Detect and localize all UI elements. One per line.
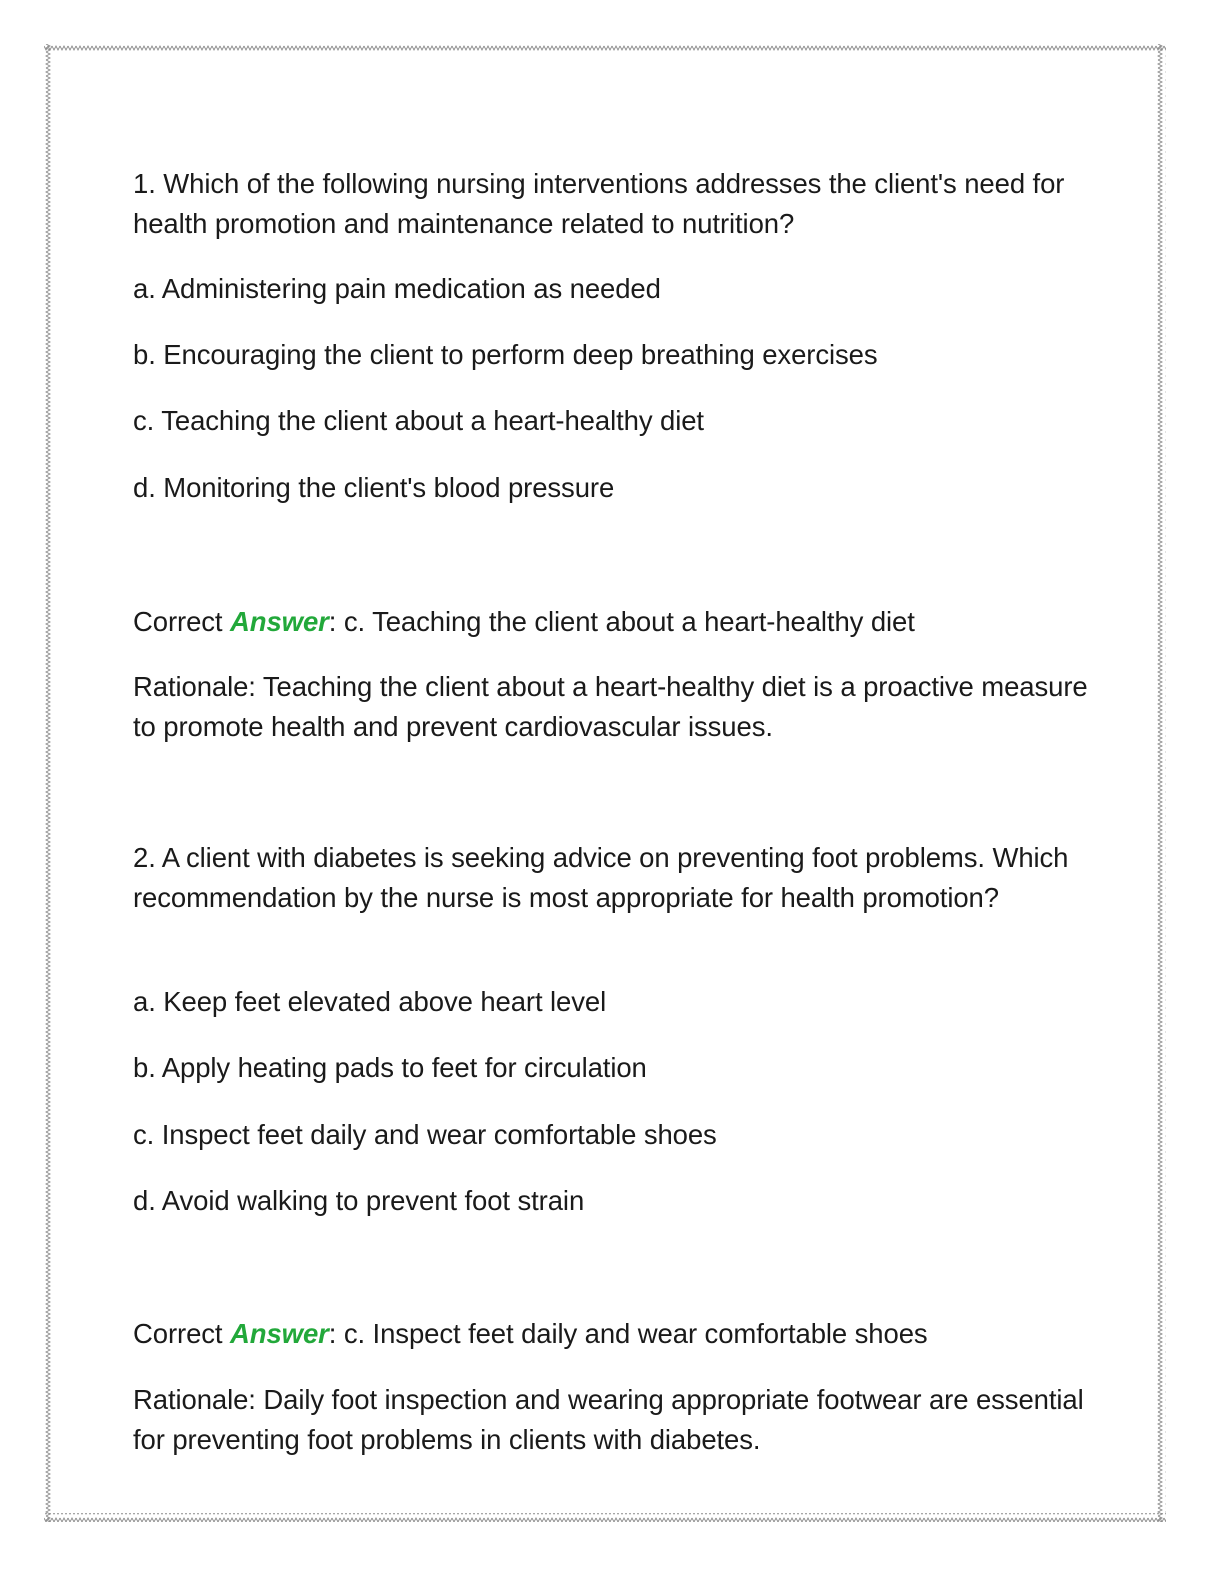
answer-label: Answer [230,606,329,637]
question-2-option-b: b. Apply heating pads to feet for circulation [133,1052,647,1083]
question-1-option-d: d. Monitoring the client's blood pressure [133,472,615,503]
question-2-option-c: c. Inspect feet daily and wear comfortable shoes [133,1119,717,1150]
answer-prefix: Correct [133,606,230,637]
answer-label: Answer [230,1318,329,1349]
answer-text: : c. Inspect feet daily and wear comfortable shoes [328,1318,928,1349]
decorative-page-border [44,44,1166,1522]
question-2-rationale: Rationale: Daily foot inspection and wearing appropriate footwear are essential for preventing foot problems in clients with diabetes. [133,1384,1084,1455]
question-2-text: 2. A client with diabetes is seeking advice on preventing foot problems. Which recommendation by the nurse is most appropriate for health promotion? [133,842,1069,913]
question-2-option-a: a. Keep feet elevated above heart level [133,986,607,1017]
question-1-option-b: b. Encouraging the client to perform deep breathing exercises [133,339,878,370]
question-1-rationale: Rationale: Teaching the client about a heart-healthy diet is a proactive measure to promote health and prevent cardiovascular issues. [133,671,1088,742]
question-2-correct-answer [133,1314,1093,1354]
question-1-option-a: a. Administering pain medication as needed [133,273,661,304]
answer-text: : c. Teaching the client about a heart-healthy diet [328,606,915,637]
question-1-text: 1. Which of the following nursing interventions addresses the client's need for health promotion and maintenance related to nutrition? [133,168,1065,239]
question-1-correct-answer [133,602,1093,642]
question-2-option-d: d. Avoid walking to prevent foot strain [133,1185,585,1216]
question-1-option-c: c. Teaching the client about a heart-healthy diet [133,405,704,436]
answer-prefix: Correct [133,1318,230,1349]
